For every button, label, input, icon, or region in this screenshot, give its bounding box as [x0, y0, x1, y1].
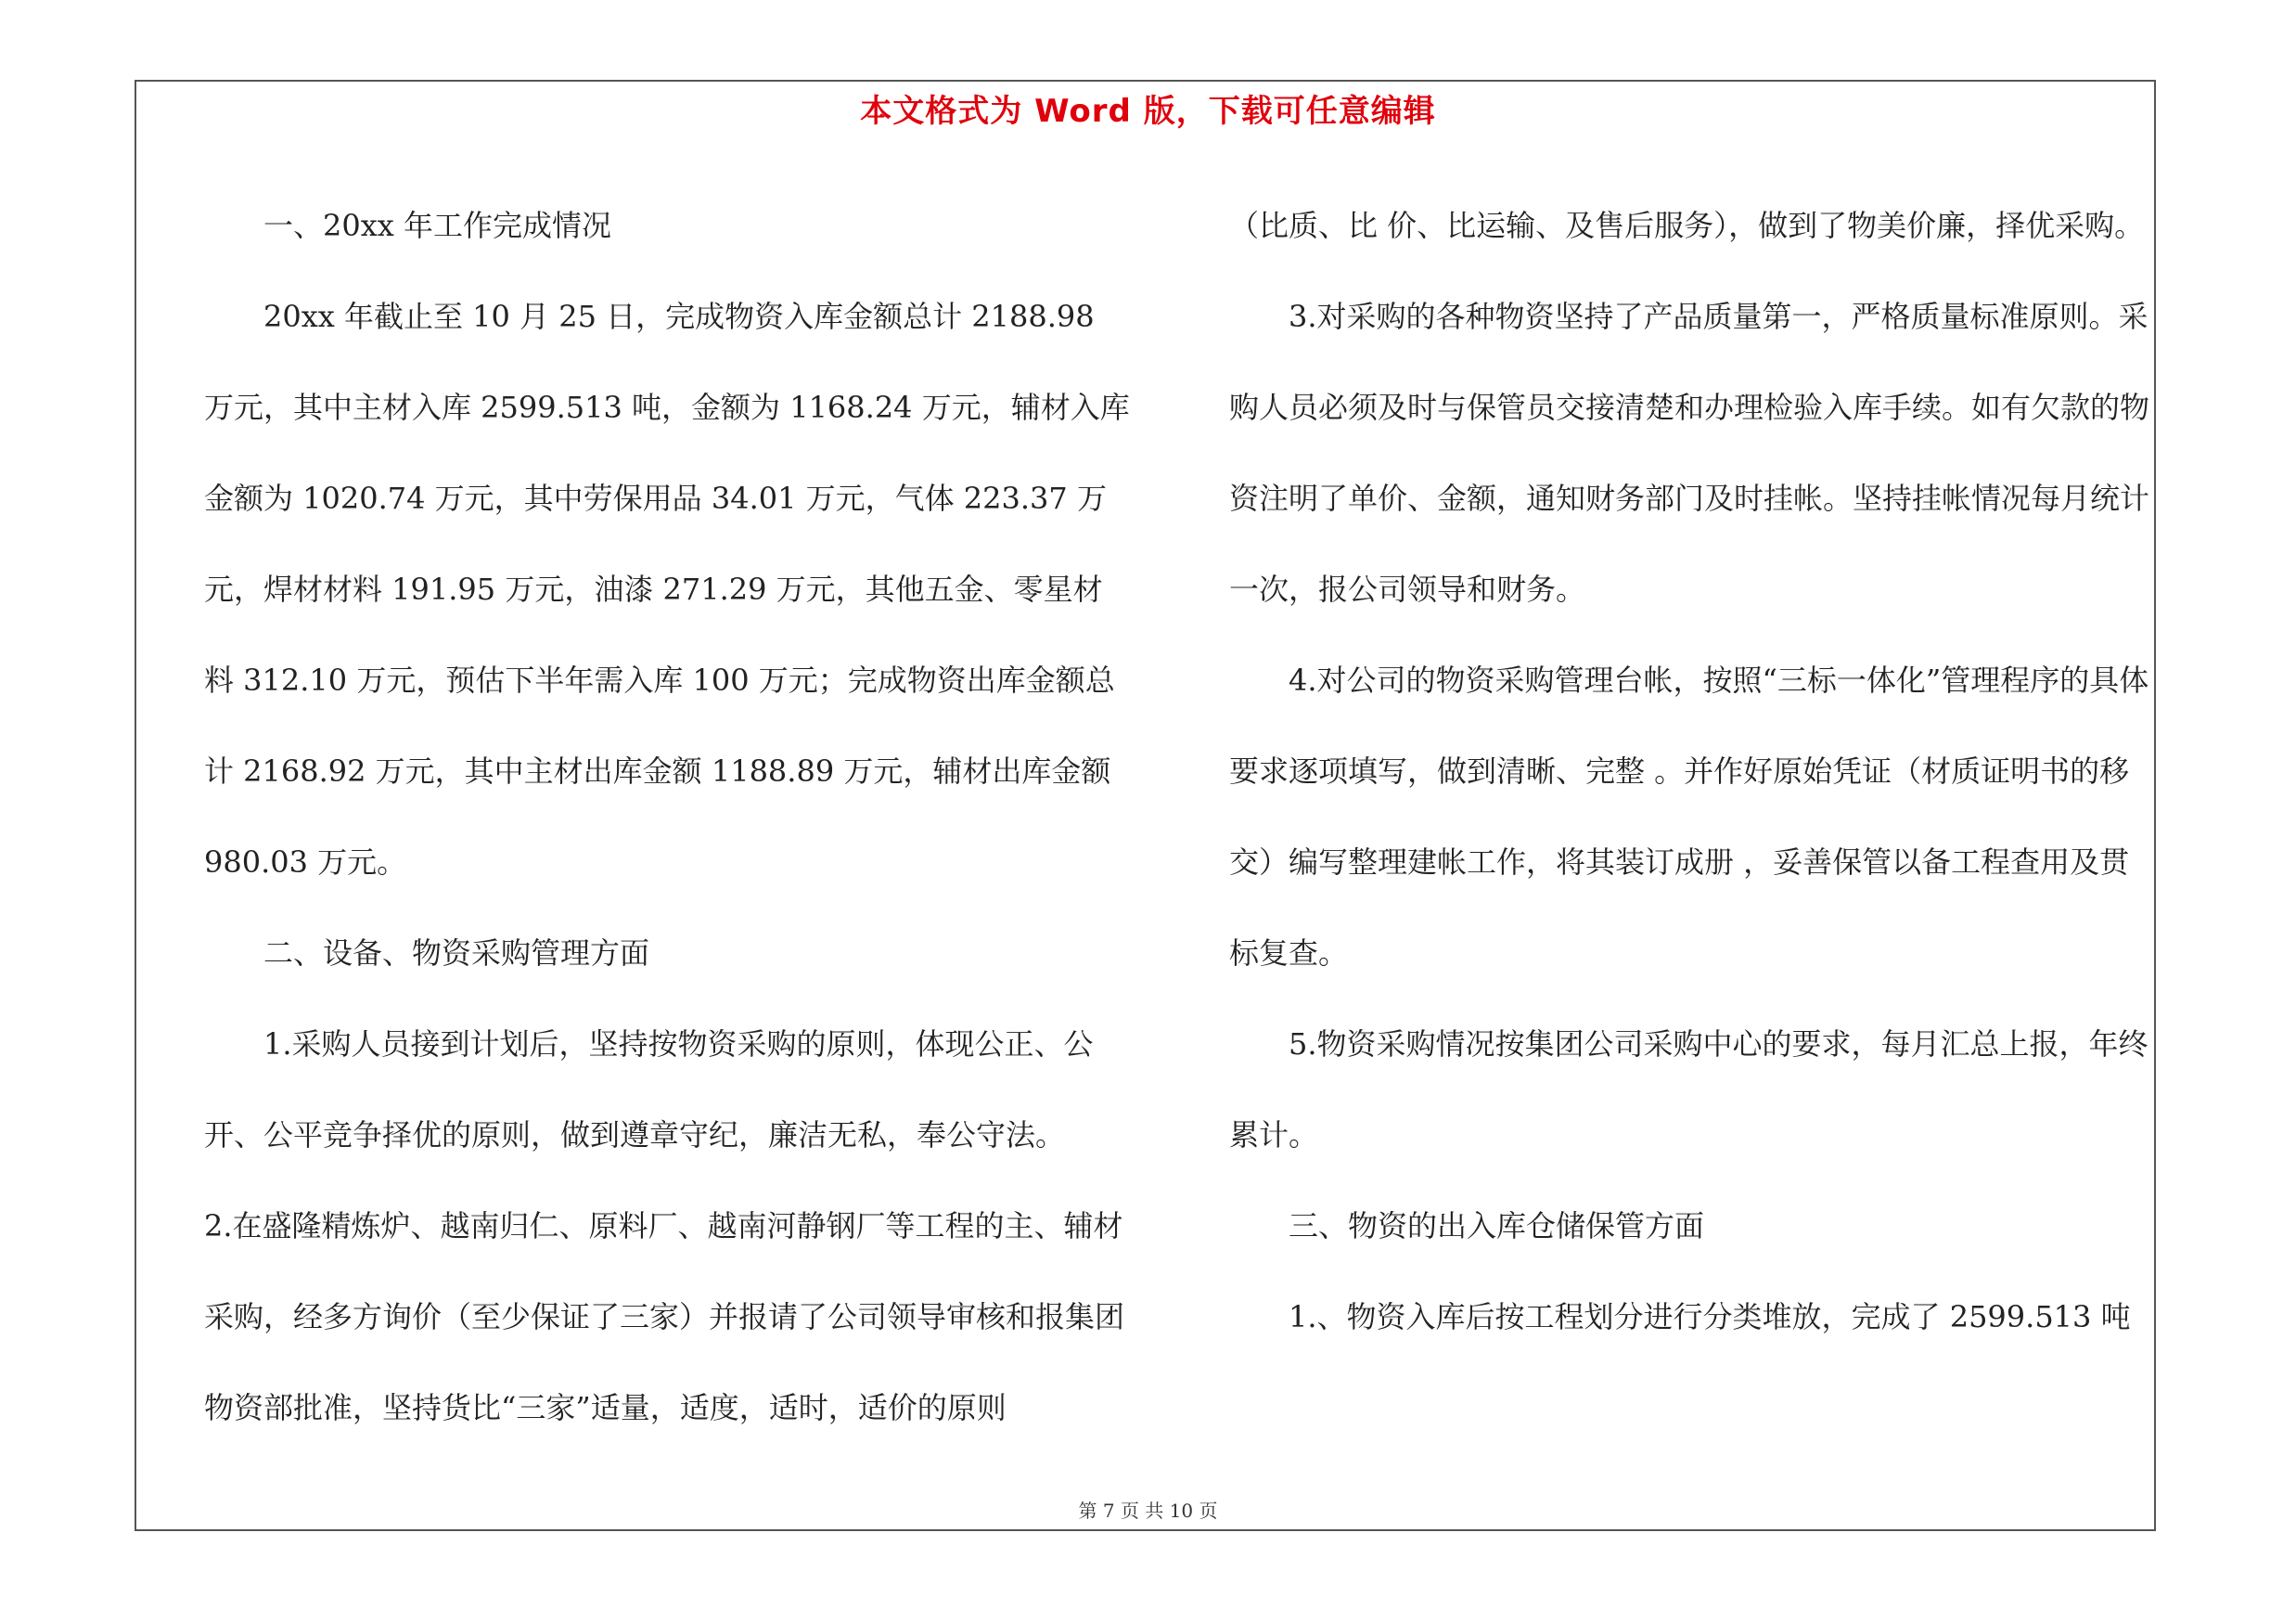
- paragraph-inventory-summary: 20xx 年截止至 10 月 25 日，完成物资入库金额总计 2188.98 万元，其中主材入库 2599.513 吨，金额为 1168.24 万元，辅材入库金额为 1020.74 万元，其中劳保用品 34.01 万元，气体 223.37 万元，焊材材料 191.95 万元，油漆 271.29 万元，其他五金、零星材料 312.10 万元，预估下半年需入库 100 万元；完成物资出库金额总计 2168.92 万元，其中主材出库金额 1188.89 万元，辅材出库金额 980.03 万元。: [204, 299, 1130, 880]
- paragraph-procurement-item-3: 3.对采购的各种物资坚持了产品质量第一，严格质量标准原则。采购人员必须及时与保管员交接清楚和办理检验入库手续。如有欠款的物资注明了单价、金额，通知财务部门及时挂帐。坚持挂帐情况每月统计一次，报公司领导和财务。: [1229, 299, 2150, 607]
- left-text-column: [204, 180, 1132, 1453]
- paragraph-procurement-item-4: 4.对公司的物资采购管理台帐，按照“三标一体化”管理程序的具体要求逐项填写，做到清晰、完整 。并作好原始凭证（材质证明书的移交）编写整理建帐工作，将其装订成册 ，妥善保管以备工程查用及贯标复查。: [1229, 663, 2149, 971]
- paragraph-warehouse-item-1: 1.、物资入库后按工程划分进行分类堆放，完成了 2599.513 吨: [1289, 1299, 2131, 1334]
- section-heading-procurement: 二、设备、物资采购管理方面: [263, 935, 650, 971]
- paragraph-procurement-item-5: 5.物资采购情况按集团公司采购中心的要求，每月汇总上报，年终累计。: [1229, 1026, 2148, 1153]
- word-format-banner: 本文格式为 Word 版，下载可任意编辑: [860, 93, 1436, 130]
- section-heading-work-completion: 一、20xx 年工作完成情况: [263, 208, 611, 243]
- right-text-column: [1229, 180, 2157, 1362]
- paragraph-procurement-item-1: 1.采购人员接到计划后，坚持按物资采购的原则，体现公正、公开、公平竞争择优的原则，做到遵章守纪，廉洁无私，奉公守法。: [204, 1026, 1094, 1153]
- paragraph-procurement-item-2: 2.在盛隆精炼炉、越南归仁、原料厂、越南河静钢厂等工程的主、辅材采购，经多方询价（至少保证了三家）并报请了公司领导审核和报集团物资部批准，坚持货比“三家”适量，适度，适时，适价的原则: [204, 1208, 1125, 1425]
- section-heading-warehouse: 三、物资的出入库仓储保管方面: [1289, 1208, 1705, 1243]
- paragraph-procurement-item-2-continued: （比质、比 价、比运输、及售后服务），做到了物美价廉，择优采购。: [1229, 208, 2145, 243]
- page-number-footer: 第 7 页 共 10 页: [1078, 1500, 1218, 1522]
